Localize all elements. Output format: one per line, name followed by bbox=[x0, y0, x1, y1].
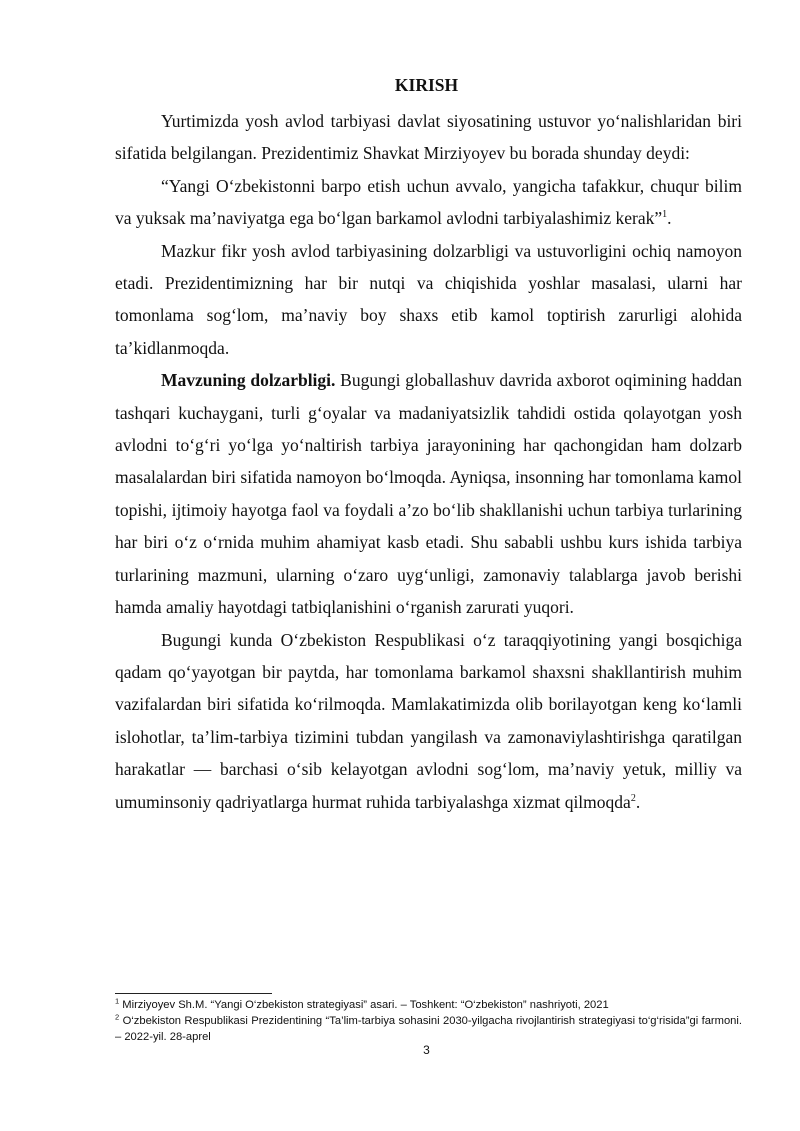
paragraph-relevance bbox=[115, 364, 742, 623]
footnote-2-text: O‘zbekiston Respublikasi Prezidentining “Ta’lim-tarbiya sohasini 2030-yilgacha rivojlantirish strategiyasi to‘g‘risida”gi farmoni. – 2022-yil. 28-aprel bbox=[115, 1015, 742, 1043]
footnote-1-text: Mirziyoyev Sh.M. “Yangi O‘zbekiston strategiyasi” asari. – Toshkent: “O‘zbekiston” nashriyoti, 2021 bbox=[119, 999, 609, 1011]
paragraph-quote bbox=[115, 170, 742, 235]
page-title: KIRISH bbox=[394, 75, 459, 95]
footnote-1-mark: 1 bbox=[115, 996, 120, 1006]
paragraph-commentary: Mazkur fikr yosh avlod tarbiyasining dolzarbligi va ustuvorligini ochiq namoyon etadi. Prezidentimizning har bir nutqi va chiqishida yoshlar masalasi, ularni har tomonlama sog‘lom, ma’naviy boy shaxs etib kamol toptirish zarurligi alohida ta’kidlanmoqda. bbox=[115, 240, 742, 358]
footnote-2-mark: 2 bbox=[115, 1012, 120, 1022]
footnote-2 bbox=[115, 1013, 742, 1045]
reforms-text: Bugungi kunda O‘zbekiston Respublikasi o‘z taraqqiyotining yangi bosqichiga qadam qo‘yayotgan bir paytda, har tomonlama barkamol shaxsni shakllantirish muhim vazifalardan biri sifatida ko‘rilmoqda. Mamlakatimizda olib borilayotgan keng ko‘lamli islohotlar, ta’lim-tarbiya tizimini tubdan yangilash va zamonaviylashtirishga qaratilgan harakatlar — barchasi o‘sib kelayotgan avlodni sog‘lom, ma’naviy yetuk, milliy va umuminsoniy qadriyatlarga hurmat ruhida tarbiyalashga xizmat qilmoqda bbox=[115, 629, 742, 812]
footnote-1 bbox=[115, 997, 742, 1013]
body-text bbox=[115, 105, 742, 818]
quote-text: “Yangi O‘zbekistonni barpo etish uchun avvalo, yangicha tafakkur, chuqur bilim va yuksak ma’naviyatga ega bo‘lgan barkamol avlodni tarbiyalashimiz kerak” bbox=[115, 175, 742, 229]
footnote-separator bbox=[115, 993, 272, 994]
quote-end: . bbox=[667, 208, 672, 229]
footnote-ref-2: 2 bbox=[630, 792, 636, 804]
footnote-ref-1: 1 bbox=[662, 209, 668, 221]
relevance-heading: Mavzuning dolzarbligi. bbox=[161, 370, 336, 391]
page-number: 3 bbox=[423, 1043, 430, 1057]
paragraph-reforms bbox=[115, 624, 742, 818]
paragraph-intro: Yurtimizda yosh avlod tarbiyasi davlat siyosatining ustuvor yo‘nalishlaridan biri sifatida belgilangan. Prezidentimiz Shavkat Mirziyoyev bu borada shunday deydi: bbox=[115, 111, 742, 164]
reforms-end: . bbox=[635, 791, 641, 812]
relevance-text: Bugungi globallashuv davrida axborot oqimining haddan tashqari kuchaygani, turli g‘oyalar va madaniyatsizlik tahdidi ostida qolayotgan yosh avlodni to‘g‘ri yo‘lga yo‘naltirish tarbiya jarayonining har qachongidan ham dolzarb masalalardan biri sifatida namoyon bo‘lmoqda. Ayniqsa, insonning har tomonlama kamol topishi, ijtimoiy hayotga faol va foydali a’zo bo‘lib shakllanishi uchun tarbiya turlarining har biri o‘z o‘rnida muhim ahamiyat kasb etadi. Shu sababli ushbu kurs ishida tarbiya turlarining mazmuni, ularning o‘zaro uyg‘unligi, zamonaviy talablarga javob berishi hamda amaliy hayotdagi tatbiqlanishini o‘rganish zarurati yuqori. bbox=[115, 370, 742, 618]
